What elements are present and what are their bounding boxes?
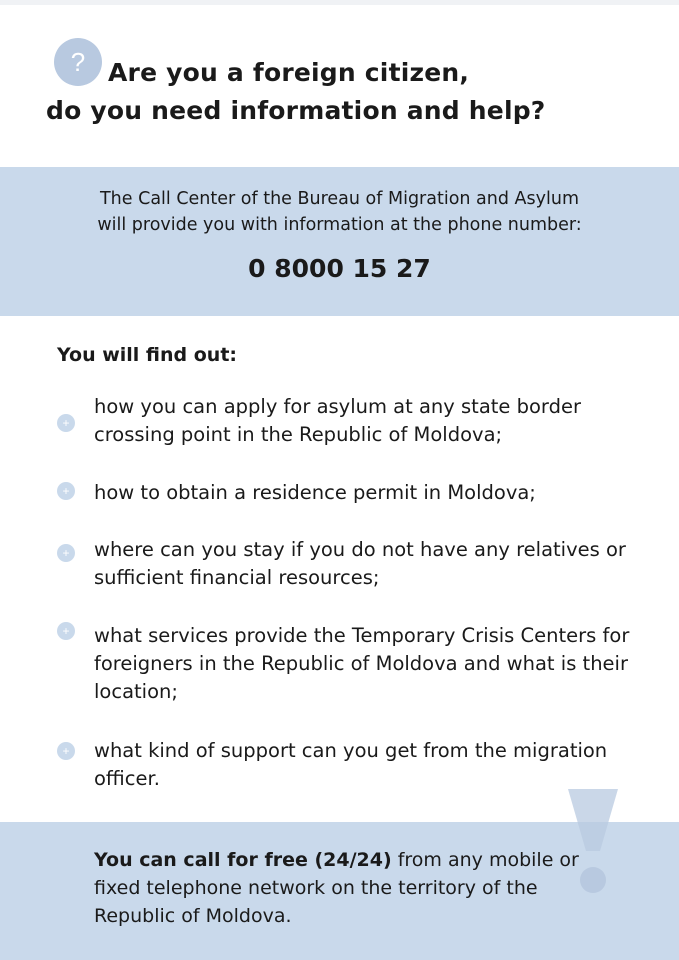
question-glyph: ? bbox=[70, 47, 86, 77]
bottom-text bbox=[94, 846, 594, 930]
title-line-1: Are you a foreign citizen, bbox=[108, 58, 470, 87]
bullet-glyph: + bbox=[62, 744, 70, 758]
bottom-text-rest: from any mobile or fixed telephone network on the territory of the Republic of Moldova. bbox=[94, 849, 579, 927]
bottom-text-bold: You can call for free (24/24) bbox=[94, 849, 392, 871]
bullet-icon bbox=[57, 742, 75, 760]
bullet-icon bbox=[57, 622, 75, 640]
bullet-glyph: + bbox=[62, 484, 70, 498]
exclamation-icon bbox=[568, 789, 618, 851]
list-item-text: where can you stay if you do not have any relatives or sufficient financial resources; bbox=[94, 538, 626, 589]
bullet-glyph: + bbox=[62, 546, 70, 560]
bullet-glyph: + bbox=[62, 416, 70, 430]
exclamation-dot bbox=[580, 867, 606, 893]
bullet-icon bbox=[57, 414, 75, 432]
list-item-text: how to obtain a residence permit in Moldova; bbox=[94, 481, 536, 504]
bullet-glyph: + bbox=[62, 624, 70, 638]
bullet-icon bbox=[57, 544, 75, 562]
phone-number[interactable]: 0 8000 15 27 bbox=[248, 254, 431, 283]
list-item-text: how you can apply for asylum at any state border crossing point in the Republic of Moldova; bbox=[94, 395, 581, 446]
info-line-1: The Call Center of the Bureau of Migration and Asylum bbox=[99, 189, 579, 209]
list-item-text: what kind of support can you get from the migration officer. bbox=[94, 739, 608, 790]
header bbox=[0, 0, 679, 167]
info-line-2: will provide you with information at the phone number: bbox=[97, 215, 582, 235]
question-icon bbox=[54, 38, 102, 86]
findout-heading: You will find out: bbox=[57, 344, 237, 366]
list-item-text: what services provide the Temporary Crisis Centers for foreigners in the Republic of Moldova and what is their location; bbox=[94, 624, 630, 703]
info-text bbox=[0, 186, 679, 238]
bullet-icon bbox=[57, 482, 75, 500]
title-line-2: do you need information and help? bbox=[46, 96, 546, 125]
